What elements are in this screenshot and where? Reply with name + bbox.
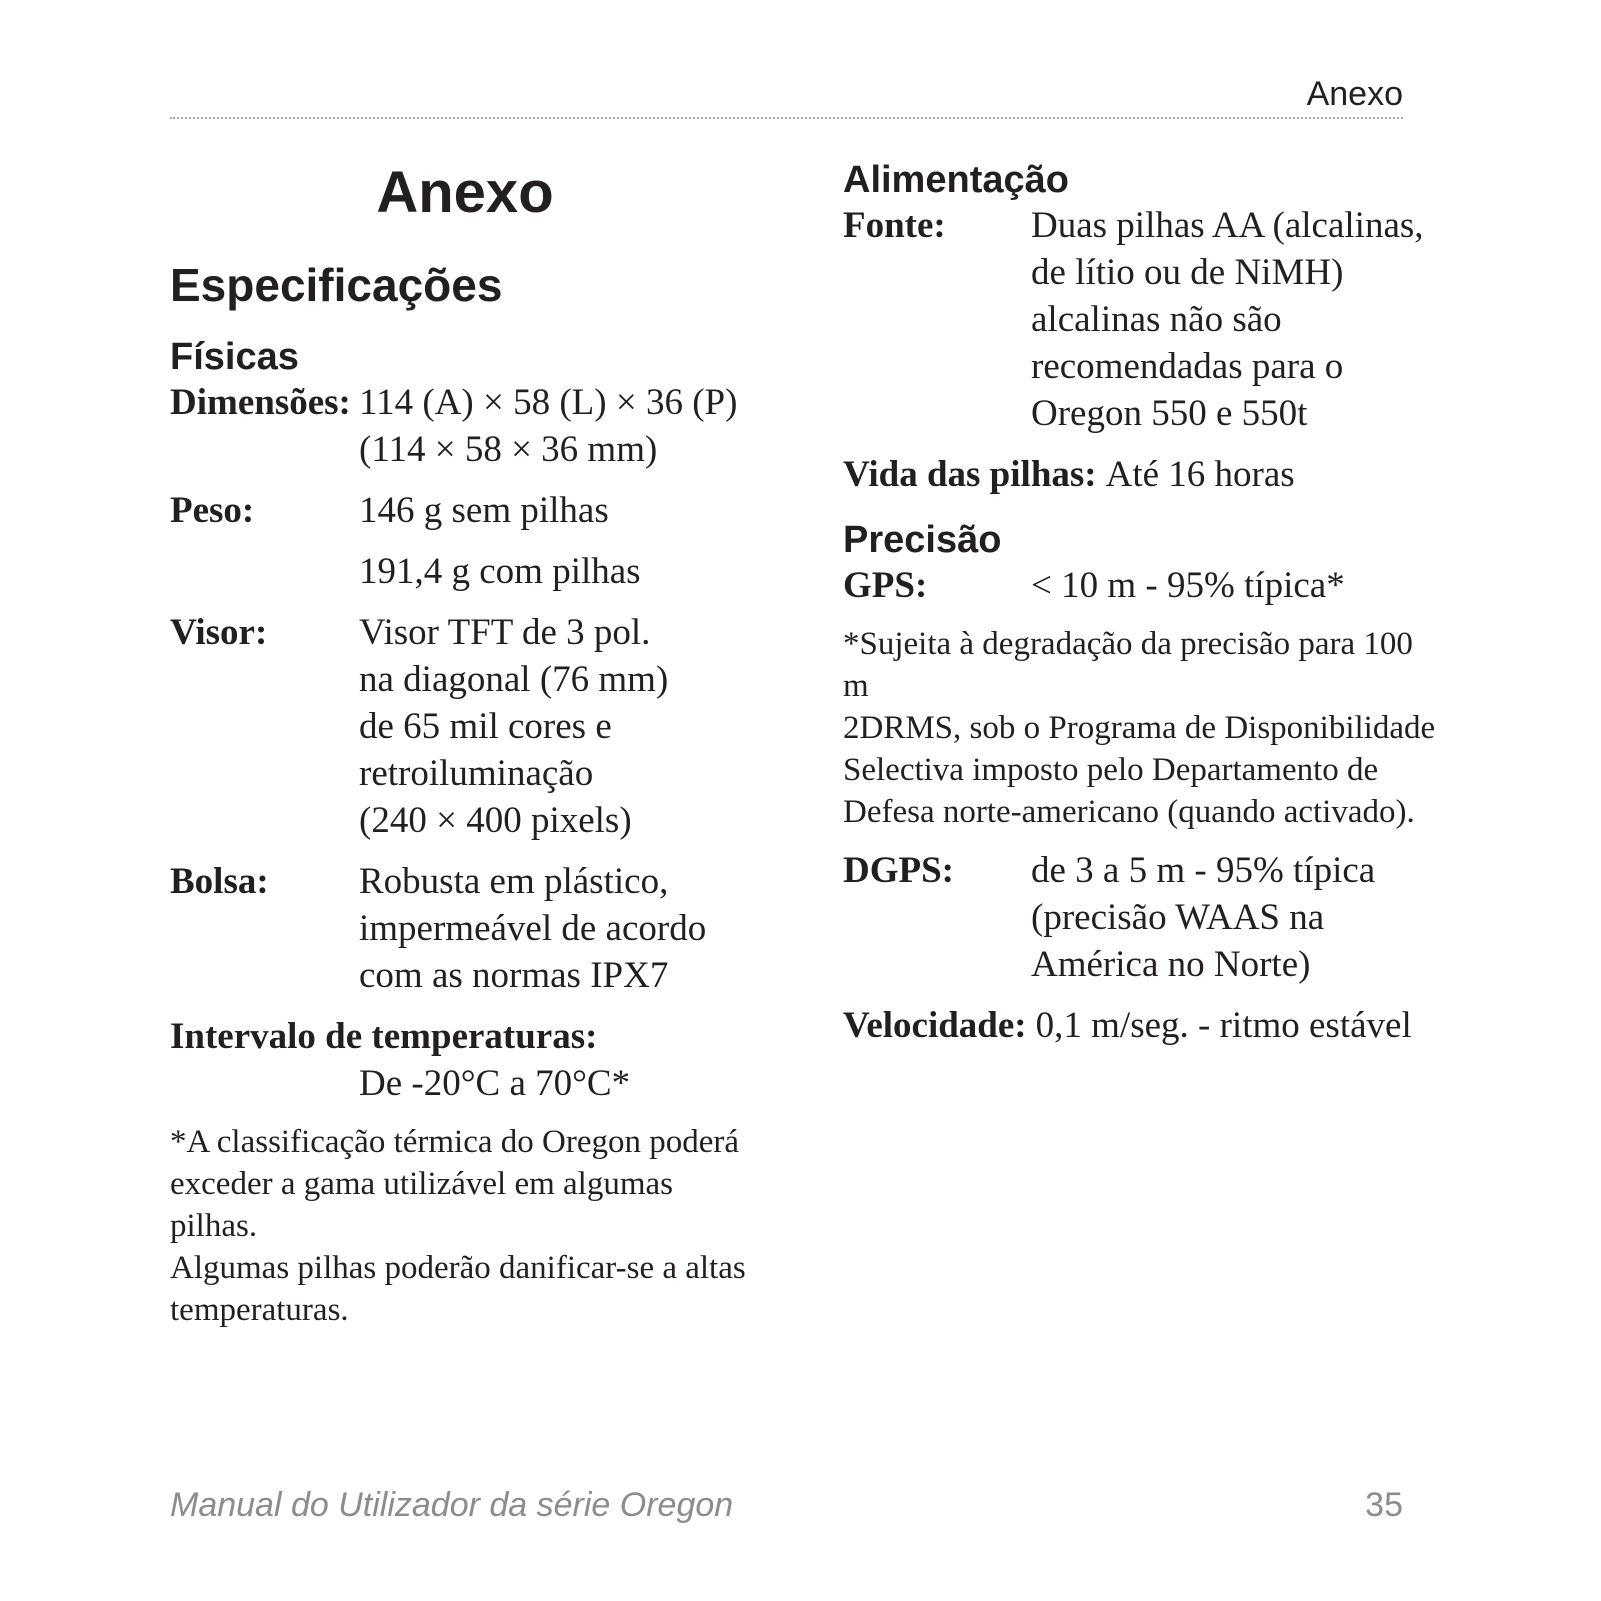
footer-manual-title: Manual do Utilizador da série Oregon bbox=[170, 1486, 734, 1524]
spec-value: Visor TFT de 3 pol. na diagonal (76 mm) de 65 mil cores e retroiluminação (240 × 400 pixels) bbox=[359, 612, 669, 841]
spec-dimensions bbox=[170, 379, 760, 473]
spec-label: Peso: bbox=[170, 490, 255, 531]
spec-display bbox=[170, 609, 760, 844]
thermal-note: *A classificação térmica do Oregon poderá exceder a gama utilizável em algumas pilhas. Algumas pilhas poderão danificar-se a altas temperaturas. bbox=[170, 1124, 746, 1328]
section-title: Especificações bbox=[170, 259, 503, 311]
power-heading: Alimentação bbox=[843, 159, 1069, 201]
spec-label: Dimensões: bbox=[170, 382, 351, 423]
spec-label: DGPS: bbox=[843, 850, 954, 891]
chapter-title: Anexo bbox=[376, 160, 554, 225]
right-column bbox=[843, 158, 1443, 1049]
spec-value: 146 g sem pilhas bbox=[359, 490, 609, 531]
spec-source bbox=[843, 202, 1443, 437]
spec-label: GPS: bbox=[843, 565, 928, 606]
spec-value: Até 16 horas bbox=[1105, 454, 1295, 495]
spec-value: de 3 a 5 m - 95% típica (precisão WAAS na América no Norte) bbox=[1031, 850, 1376, 985]
spec-case bbox=[170, 858, 760, 999]
spec-temperature-value: De -20°C a 70°C* bbox=[359, 1063, 631, 1104]
spec-label: Fonte: bbox=[843, 205, 946, 246]
spec-value: 191,4 g com pilhas bbox=[359, 551, 641, 592]
spec-value: 0,1 m/seg. - ritmo estável bbox=[1035, 1005, 1412, 1046]
accuracy-note: *Sujeita à degradação da precisão para 100 m 2DRMS, sob o Programa de Disponibilidade Selectiva imposto pelo Departamento de Defesa norte-americano (quando activado). bbox=[843, 626, 1436, 830]
spec-value: < 10 m - 95% típica* bbox=[1031, 565, 1345, 606]
left-column bbox=[170, 150, 760, 1331]
spec-weight-extra bbox=[170, 548, 760, 595]
running-header: Anexo bbox=[1306, 75, 1403, 113]
spec-value: Duas pilhas AA (alcalinas, de lítio ou de NiMH) alcalinas não são recomendadas para o Oregon 550 e 550t bbox=[1031, 205, 1424, 434]
spec-label: Vida das pilhas: bbox=[843, 454, 1097, 495]
physical-heading: Físicas bbox=[170, 336, 299, 378]
spec-label: Bolsa: bbox=[170, 861, 269, 902]
spec-label: Visor: bbox=[170, 612, 268, 653]
spec-label: Velocidade: bbox=[843, 1005, 1027, 1046]
spec-value: Robusta em plástico, impermeável de acordo com as normas IPX7 bbox=[359, 861, 707, 996]
spec-velocity bbox=[843, 1002, 1443, 1049]
header-rule bbox=[170, 117, 1403, 119]
spec-weight bbox=[170, 487, 760, 534]
accuracy-heading: Precisão bbox=[843, 519, 1002, 561]
spec-value: 114 (A) × 58 (L) × 36 (P) (114 × 58 × 36 mm) bbox=[359, 382, 738, 470]
spec-label-empty bbox=[170, 548, 359, 595]
page-number: 35 bbox=[1365, 1486, 1403, 1524]
spec-gps bbox=[843, 562, 1443, 609]
spec-battery-life bbox=[843, 451, 1443, 498]
spec-dgps bbox=[843, 847, 1443, 988]
spec-temperature-label: Intervalo de temperaturas: bbox=[170, 1016, 598, 1057]
